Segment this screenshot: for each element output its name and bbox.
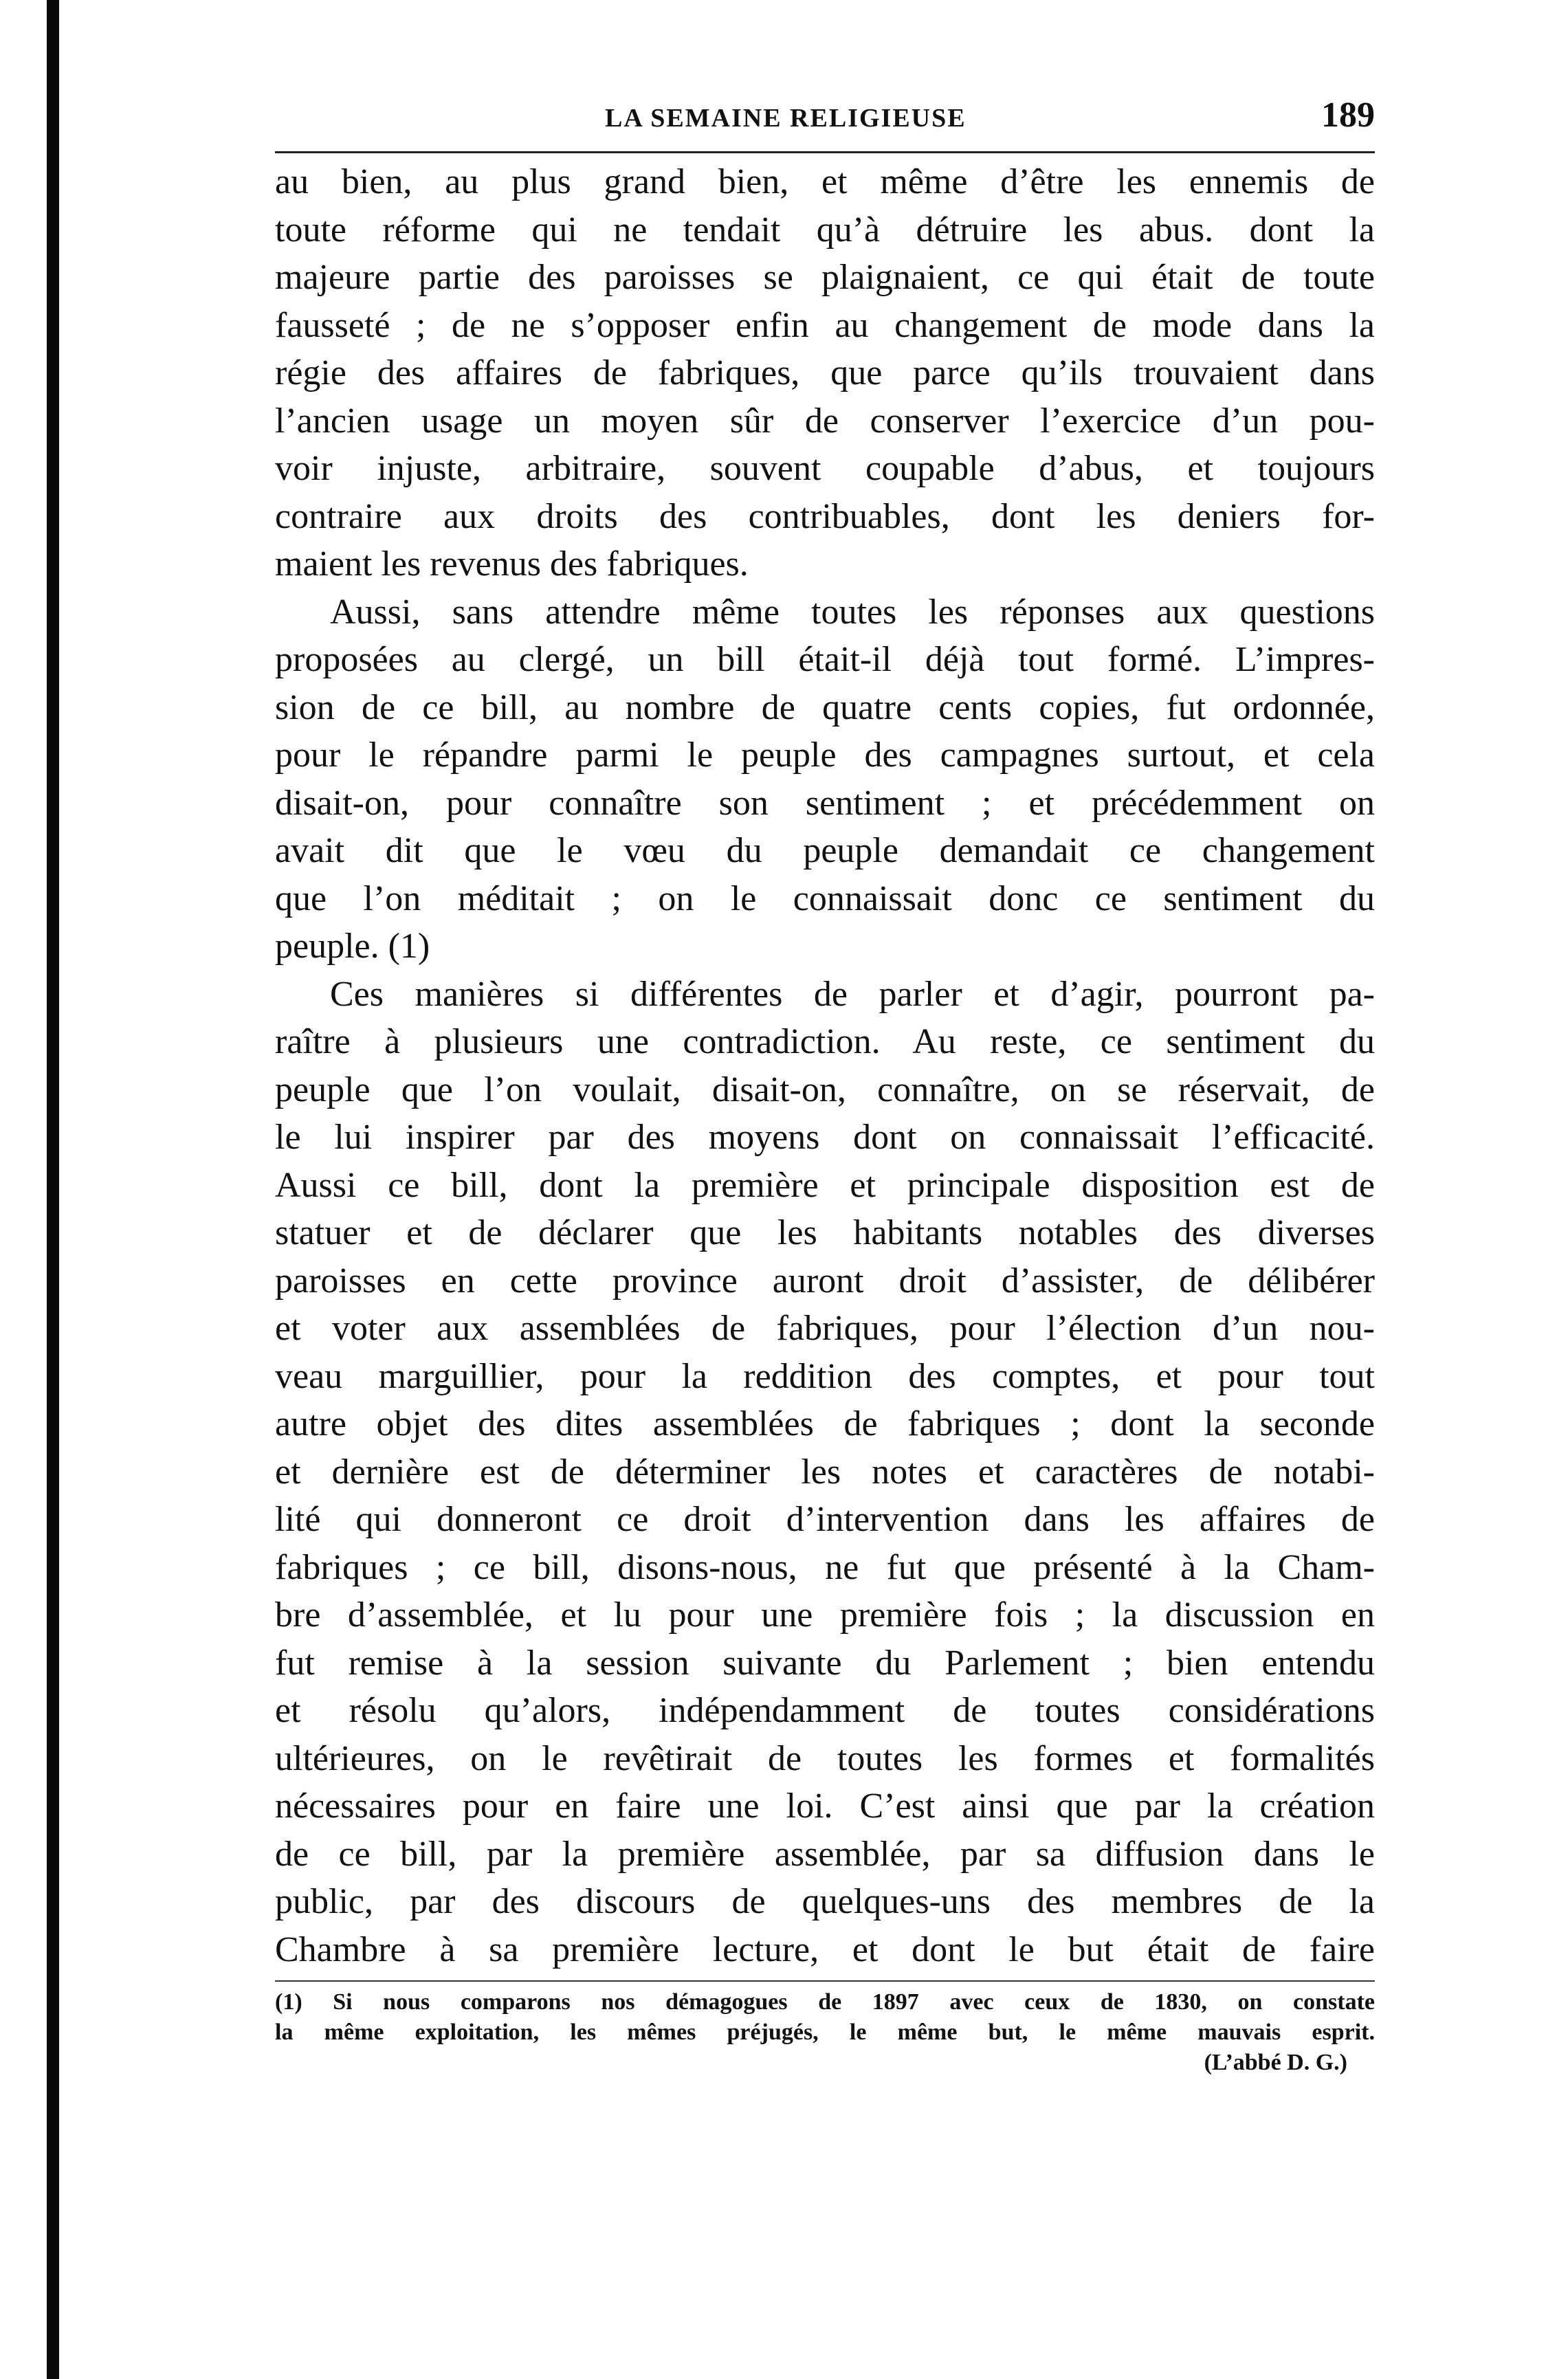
text-line: Aussi ce bill, dont la première et principale disposition est de [275, 1165, 1375, 1205]
footnote-line: (1) Si nous comparons nos démagogues de 1897 avec ceux de 1830, on constate [275, 1989, 1375, 2015]
running-title: LA SEMAINE RELIGIEUSE [605, 104, 967, 133]
text-line: raître à plusieurs une contradiction. Au reste, ce sentiment du [275, 1022, 1375, 1061]
text-line: lité qui donneront ce droit d’intervention dans les affaires de [275, 1500, 1375, 1539]
text-line: veau marguillier, pour la reddition des comptes, et pour tout [275, 1356, 1375, 1396]
text-line: majeure partie des paroisses se plaignaient, ce qui était de toute [275, 258, 1375, 297]
text-line: avait dit que le vœu du peuple demandait ce changement [275, 831, 1375, 870]
text-line: que l’on méditait ; on le connaissait donc ce sentiment du [275, 878, 1375, 918]
text-line: et voter aux assemblées de fabriques, pour l’élection d’un nou- [275, 1309, 1375, 1348]
footnote-rule [275, 1980, 1375, 1982]
text-line: Chambre à sa première lecture, et dont le but était de faire [275, 1929, 1375, 1969]
header-rule [275, 151, 1375, 153]
footnote-line: la même exploitation, les mêmes préjugés, le même but, le même mauvais esprit. [275, 2020, 1375, 2045]
document-page [275, 82, 1375, 2078]
binding-edge [47, 0, 59, 2379]
text-line: pour le répandre parmi le peuple des campagnes surtout, et cela [275, 735, 1375, 775]
text-line: le lui inspirer par des moyens dont on connaissait l’efficacité. [275, 1118, 1375, 1157]
text-line: statuer et de déclarer que les habitants notables des diverses [275, 1213, 1375, 1252]
text-line: toute réforme qui ne tendait qu’à détruire les abus. dont la [275, 210, 1375, 250]
text-line: public, par des discours de quelques-uns des membres de la [275, 1882, 1375, 1921]
running-header [275, 82, 1375, 158]
text-line: de ce bill, par la première assemblée, par sa diffusion dans le [275, 1834, 1375, 1874]
footnote [275, 1987, 1375, 2078]
text-line: au bien, au plus grand bien, et même d’être les ennemis de [275, 162, 1375, 201]
text-line: fausseté ; de ne s’opposer enfin au changement de mode dans la [275, 305, 1375, 345]
text-line: maient les revenus des fabriques. [275, 544, 749, 584]
text-line: contraire aux droits des contribuables, dont les deniers for- [275, 496, 1375, 536]
text-line: proposées au clergé, un bill était-il déjà tout formé. L’impres- [275, 640, 1375, 679]
text-line: fut remise à la session suivante du Parlement ; bien entendu [275, 1643, 1375, 1683]
text-line: sion de ce bill, au nombre de quatre cents copies, fut ordonnée, [275, 687, 1375, 727]
text-line: Aussi, sans attendre même toutes les réponses aux questions [330, 592, 1375, 632]
text-line: autre objet des dites assemblées de fabriques ; dont la seconde [275, 1404, 1375, 1443]
text-line: bre d’assemblée, et lu pour une première fois ; la discussion en [275, 1595, 1375, 1635]
text-line: régie des affaires de fabriques, que parce qu’ils trouvaient dans [275, 353, 1375, 392]
text-line: Ces manières si différentes de parler et d’agir, pourront pa- [330, 974, 1375, 1014]
text-line: paroisses en cette province auront droit d’assister, de délibérer [275, 1261, 1375, 1301]
page-number: 189 [1321, 96, 1375, 135]
text-line: et dernière est de déterminer les notes et caractères de notabi- [275, 1452, 1375, 1492]
text-line: et résolu qu’alors, indépendamment de toutes considérations [275, 1691, 1375, 1730]
text-line: nécessaires pour en faire une loi. C’est ainsi que par la création [275, 1786, 1375, 1826]
body-text [275, 158, 1375, 1973]
text-line: disait-on, pour connaître son sentiment ; et précédemment on [275, 783, 1375, 823]
text-line: l’ancien usage un moyen sûr de conserver l’exercice d’un pou- [275, 401, 1375, 441]
text-line: peuple que l’on voulait, disait-on, connaître, on se réservait, de [275, 1070, 1375, 1109]
text-line: voir injuste, arbitraire, souvent coupable d’abus, et toujours [275, 449, 1375, 488]
text-line: ultérieures, on le revêtirait de toutes les formes et formalités [275, 1738, 1375, 1778]
footnote-signature: (L’abbé D. G.) [1204, 2050, 1347, 2075]
text-line: peuple. (1) [275, 927, 430, 966]
text-line: fabriques ; ce bill, disons-nous, ne fut que présenté à la Cham- [275, 1547, 1375, 1587]
